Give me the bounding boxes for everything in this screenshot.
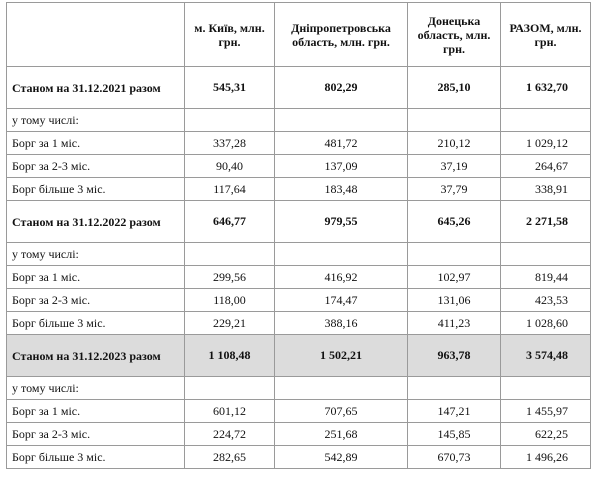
row-kyiv: 601,12	[185, 400, 275, 423]
row-kyiv: 118,00	[185, 289, 275, 312]
row-label: Борг за 2-3 міс.	[7, 155, 185, 178]
intro-label: у тому числі:	[7, 243, 185, 266]
header-label	[7, 3, 185, 67]
empty-cell	[408, 377, 501, 400]
empty-cell	[501, 377, 591, 400]
table-row	[7, 312, 591, 335]
summary-label: Станом на 31.12.2021 разом	[7, 67, 185, 109]
row-total: 264,67	[501, 155, 591, 178]
header-total: РАЗОМ, млн. грн.	[501, 3, 591, 67]
row-label: Борг більше 3 міс.	[7, 446, 185, 469]
summary-dnipro: 979,55	[275, 201, 408, 243]
summary-dnipro: 1 502,21	[275, 335, 408, 377]
row-kyiv: 229,21	[185, 312, 275, 335]
row-total: 1 455,97	[501, 400, 591, 423]
summary-donetsk: 645,26	[408, 201, 501, 243]
row-kyiv: 282,65	[185, 446, 275, 469]
header-dnipro: Дніпропетровська область, млн. грн.	[275, 3, 408, 67]
row-total: 1 028,60	[501, 312, 591, 335]
row-dnipro: 542,89	[275, 446, 408, 469]
row-kyiv: 90,40	[185, 155, 275, 178]
row-total: 423,53	[501, 289, 591, 312]
row-donetsk: 670,73	[408, 446, 501, 469]
row-donetsk: 102,97	[408, 266, 501, 289]
summary-total: 1 632,70	[501, 67, 591, 109]
row-label: Борг більше 3 міс.	[7, 178, 185, 201]
summary-row-2023	[7, 335, 591, 377]
intro-label: у тому числі:	[7, 109, 185, 132]
summary-dnipro: 802,29	[275, 67, 408, 109]
empty-cell	[185, 109, 275, 132]
row-donetsk: 411,23	[408, 312, 501, 335]
summary-donetsk: 285,10	[408, 67, 501, 109]
table-header-row	[7, 3, 591, 67]
intro-label: у тому числі:	[7, 377, 185, 400]
row-kyiv: 337,28	[185, 132, 275, 155]
row-kyiv: 224,72	[185, 423, 275, 446]
empty-cell	[185, 243, 275, 266]
table-row	[7, 155, 591, 178]
empty-cell	[275, 243, 408, 266]
summary-kyiv: 545,31	[185, 67, 275, 109]
summary-label: Станом на 31.12.2023 разом	[7, 335, 185, 377]
header-kyiv: м. Київ, млн. грн.	[185, 3, 275, 67]
row-donetsk: 147,21	[408, 400, 501, 423]
summary-row-2022	[7, 201, 591, 243]
summary-total: 2 271,58	[501, 201, 591, 243]
table-row	[7, 289, 591, 312]
empty-cell	[408, 243, 501, 266]
row-kyiv: 299,56	[185, 266, 275, 289]
row-label: Борг за 1 міс.	[7, 132, 185, 155]
row-label: Борг за 2-3 міс.	[7, 289, 185, 312]
row-label: Борг більше 3 міс.	[7, 312, 185, 335]
intro-row	[7, 243, 591, 266]
row-total: 819,44	[501, 266, 591, 289]
row-label: Борг за 2-3 міс.	[7, 423, 185, 446]
empty-cell	[185, 377, 275, 400]
summary-kyiv: 1 108,48	[185, 335, 275, 377]
table-row	[7, 266, 591, 289]
row-dnipro: 707,65	[275, 400, 408, 423]
empty-cell	[501, 109, 591, 132]
row-donetsk: 131,06	[408, 289, 501, 312]
table-row	[7, 132, 591, 155]
row-donetsk: 37,19	[408, 155, 501, 178]
row-dnipro: 416,92	[275, 266, 408, 289]
row-dnipro: 481,72	[275, 132, 408, 155]
intro-row	[7, 377, 591, 400]
row-total: 622,25	[501, 423, 591, 446]
empty-cell	[408, 109, 501, 132]
row-kyiv: 117,64	[185, 178, 275, 201]
summary-donetsk: 963,78	[408, 335, 501, 377]
table-row	[7, 423, 591, 446]
row-dnipro: 388,16	[275, 312, 408, 335]
summary-total: 3 574,48	[501, 335, 591, 377]
row-label: Борг за 1 міс.	[7, 266, 185, 289]
row-dnipro: 137,09	[275, 155, 408, 178]
empty-cell	[275, 109, 408, 132]
header-donetsk: Донецька область, млн. грн.	[408, 3, 501, 67]
row-dnipro: 174,47	[275, 289, 408, 312]
table-row	[7, 446, 591, 469]
row-donetsk: 145,85	[408, 423, 501, 446]
summary-row-2021	[7, 67, 591, 109]
empty-cell	[501, 243, 591, 266]
row-total: 338,91	[501, 178, 591, 201]
row-total: 1 029,12	[501, 132, 591, 155]
row-dnipro: 251,68	[275, 423, 408, 446]
summary-kyiv: 646,77	[185, 201, 275, 243]
empty-cell	[275, 377, 408, 400]
row-donetsk: 37,79	[408, 178, 501, 201]
summary-label: Станом на 31.12.2022 разом	[7, 201, 185, 243]
row-donetsk: 210,12	[408, 132, 501, 155]
intro-row	[7, 109, 591, 132]
row-label: Борг за 1 міс.	[7, 400, 185, 423]
row-dnipro: 183,48	[275, 178, 408, 201]
debt-table	[6, 2, 591, 469]
table-row	[7, 178, 591, 201]
row-total: 1 496,26	[501, 446, 591, 469]
table-row	[7, 400, 591, 423]
